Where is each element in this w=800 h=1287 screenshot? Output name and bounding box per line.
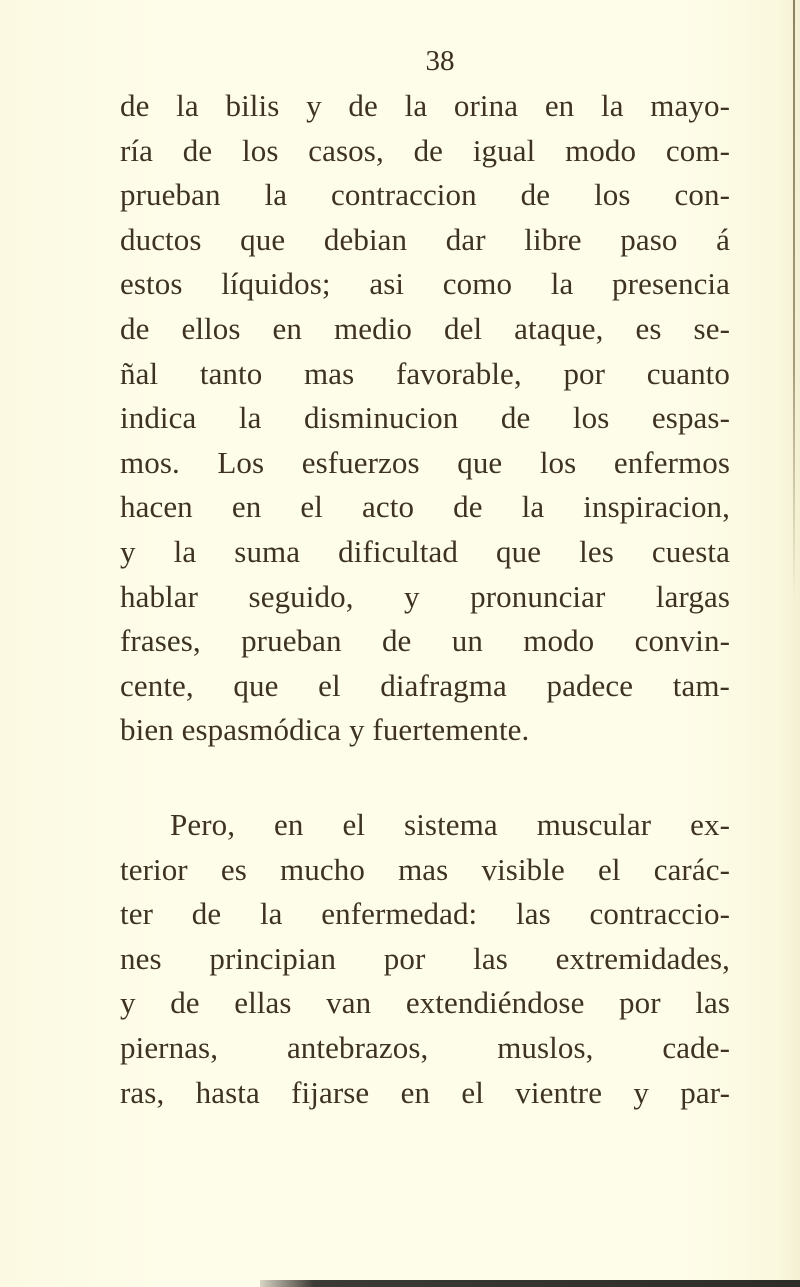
text-line: cente, que el diafragma padece tam- <box>120 667 730 703</box>
text-line: de la bilis y de la orina en la mayo- <box>120 88 730 123</box>
text-line: prueban la contraccion de los con- <box>120 177 730 213</box>
text-line: hablar seguido, y pronunciar largas <box>120 578 730 614</box>
text-line: terior es mucho mas visible el carác- <box>120 851 730 887</box>
page-edge-shadow <box>793 0 795 600</box>
text-line: ras, hasta fijarse en el vientre y par- <box>120 1074 730 1110</box>
text-line: frases, prueban de un modo convin- <box>120 623 730 659</box>
text-line: ría de los casos, de igual modo com- <box>120 132 730 168</box>
text-line: y la suma dificultad que les cuesta <box>120 533 730 569</box>
text-line: de ellos en medio del ataque, es se- <box>120 310 730 346</box>
text-line: nes principian por las extremidades, <box>120 940 730 976</box>
paragraph-1 <box>120 84 730 753</box>
page-number: 38 <box>425 45 455 77</box>
text-line: hacen en el acto de la inspiracion, <box>120 489 730 525</box>
text-line: y de ellas van extendiéndose por las <box>120 985 730 1021</box>
text-line: indica la disminucion de los espas- <box>120 400 730 436</box>
paragraph-2 <box>120 803 730 1115</box>
text-line: piernas, antebrazos, muslos, cade- <box>120 1029 730 1065</box>
scan-bottom-edge <box>260 1280 800 1287</box>
text-line: bien espasmódica y fuertemente. <box>120 712 530 748</box>
text-line: ñal tanto mas favorable, por cuanto <box>120 355 730 391</box>
text-line: mos. Los esfuerzos que los enfermos <box>120 444 730 480</box>
text-line: Pero, en el sistema muscular ex- <box>170 807 730 842</box>
text-line: ductos que debian dar libre paso á <box>120 221 730 257</box>
text-line: estos líquidos; asi como la presencia <box>120 266 730 302</box>
text-line: ter de la enfermedad: las contraccio- <box>120 896 730 932</box>
